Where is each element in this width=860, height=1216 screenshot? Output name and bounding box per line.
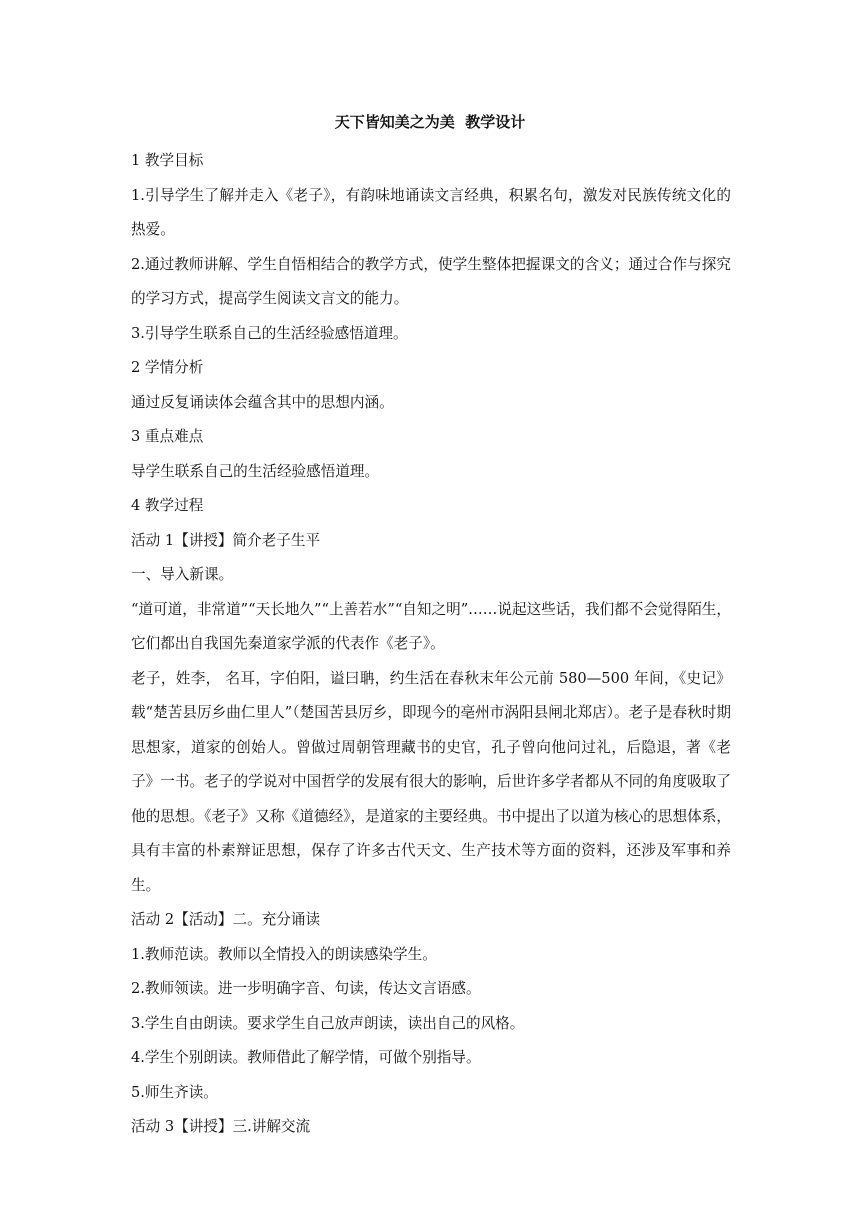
heading-learner-analysis: 2 学情分析 [131,359,204,376]
document-title: 天下皆知美之为美 教学设计 [334,113,526,131]
reading-step-1: 1.教师范读。教师以全情投入的朗读感染学生。 [131,945,437,963]
learner-analysis-text: 通过反复诵读体会蕴含其中的思想内涵。 [131,393,394,411]
heading-teaching-process: 4 教学过程 [131,497,204,514]
activity-2-heading: 活动 2【活动】二。充分诵读 [131,911,321,928]
laozi-bio-paragraph: 老子，姓李， 名耳，字伯阳，谥曰聃，约生活在春秋末年公元前 580—500 年间，《史记》载“楚苦县厉乡曲仁里人”（楚国苦县厉乡，即现今的亳州市涡阳县闸北郑店）。老子是春秋时期思想家，道家的创始人。曾做过周朝管理藏书的史官，孔子曾向他问过礼，后隐退，著《老子》一书。老子的学说对中国哲学的发展有很大的影响，后世许多学者都从不同的角度吸取了他的思想。《老子》又称《道德经》，是道家的主要经典。书中提出了以道为核心的思想体系，具有丰富的朴素辩证思想，保存了许多古代天文、生产技术等方面的资料，还涉及军事和养生。 [131,669,731,894]
goal-2: 2.通过教师讲解、学生自悟相结合的教学方式，使学生整体把握课文的含义；通过合作与探究的学习方式，提高学生阅读文言文的能力。 [131,255,731,307]
intro-quotes-paragraph: “道可道，非常道”“天长地久”“上善若水”“自知之明”……说起这些话，我们都不会觉得陌生，它们都出自我国先秦道家学派的代表作《老子》。 [131,600,731,652]
goal-3: 3.引导学生联系自己的生活经验感悟道理。 [131,324,408,342]
section-intro-heading: 一、导入新课。 [131,566,234,583]
key-points-text: 导学生联系自己的生活经验感悟道理。 [131,462,380,480]
document-body [131,144,731,1145]
heading-key-points: 3 重点难点 [131,428,204,445]
activity-1-heading: 活动 1【讲授】简介老子生平 [131,531,321,549]
heading-teaching-goals: 1 教学目标 [131,152,204,169]
reading-step-4: 4.学生个别朗读。教师借此了解学情，可做个别指导。 [131,1049,481,1066]
activity-3-heading: 活动 3【讲授】三.讲解交流 [131,1118,311,1135]
reading-step-3: 3.学生自由朗读。要求学生自己放声朗读，读出自己的风格。 [131,1014,525,1032]
goal-1: 1.引导学生了解并走入《老子》，有韵味地诵读文言经典，积累名句，激发对民族传统文化的热爱。 [131,186,731,238]
reading-step-2: 2.教师领读。进一步明确字音、句读，传达文言语感。 [131,980,481,997]
reading-step-5: 5.师生齐读。 [131,1083,218,1101]
